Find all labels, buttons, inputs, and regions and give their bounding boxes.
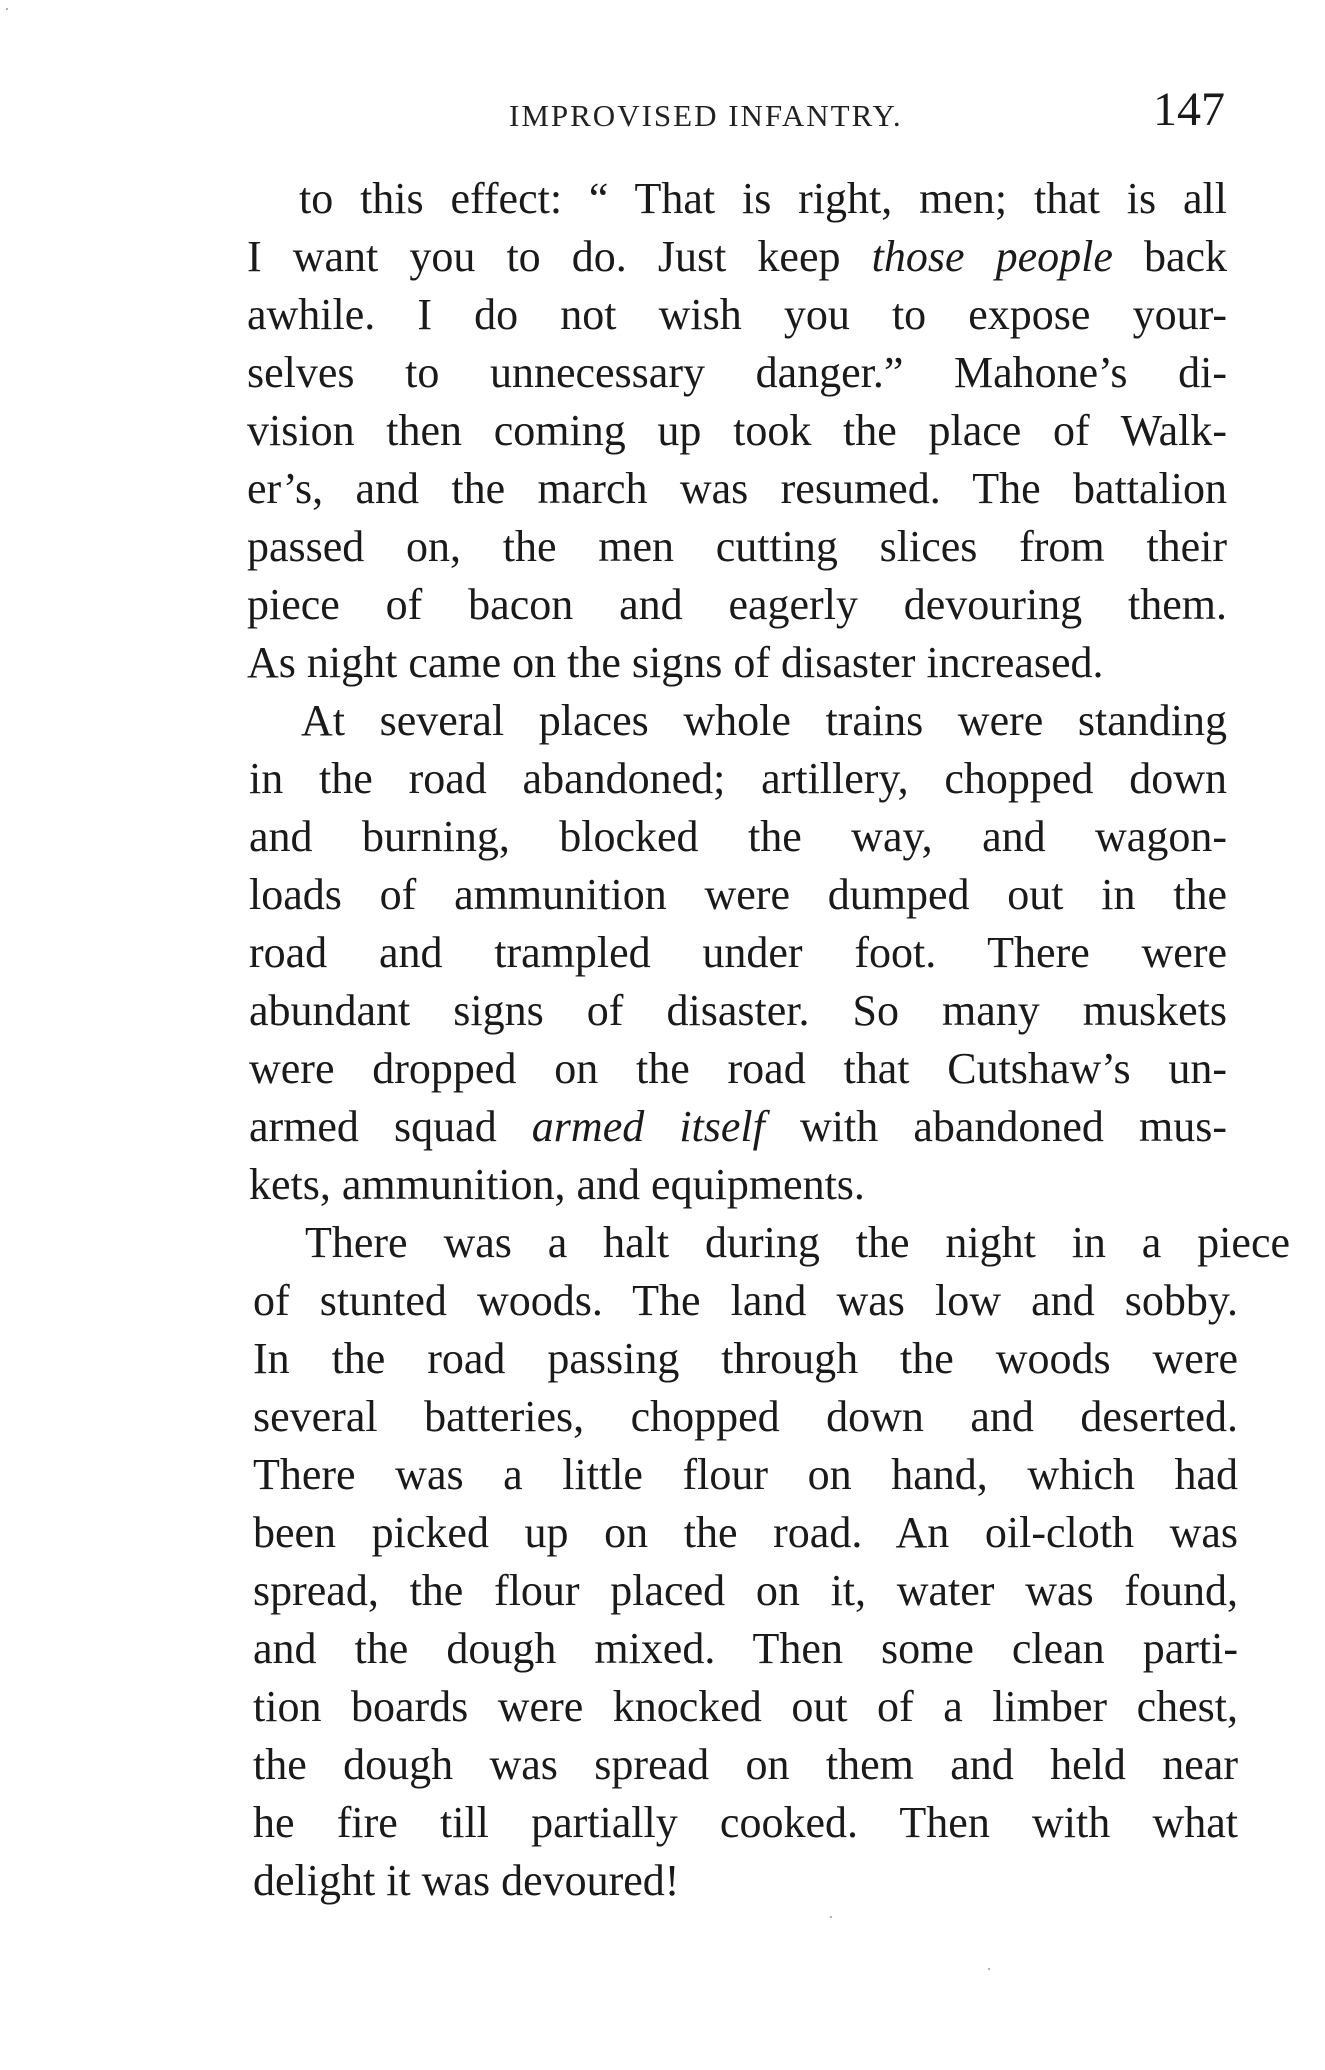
paragraph xyxy=(249,692,1227,1214)
text-segment: As night came on the signs of disaster increased. xyxy=(247,638,1104,687)
text-line xyxy=(247,518,1227,576)
text-line xyxy=(249,982,1227,1040)
text-segment: and the dough mixed. Then some clean parti- xyxy=(253,1624,1238,1673)
text-segment: road and trampled under foot. There were xyxy=(249,928,1227,977)
text-line xyxy=(253,1504,1238,1562)
scan-speck xyxy=(988,1968,990,1970)
text-line xyxy=(249,1156,1227,1214)
text-line xyxy=(249,866,1227,924)
text-segment: awhile. I do not wish you to expose your- xyxy=(247,290,1227,339)
text-line xyxy=(253,1272,1238,1330)
text-segment: delight it was devoured! xyxy=(253,1856,680,1905)
text-segment: tion boards were knocked out of a limber chest, xyxy=(253,1682,1238,1731)
text-line xyxy=(249,1098,1227,1156)
body-text xyxy=(247,170,1290,1910)
text-segment: There was a halt during the night in a piece xyxy=(305,1218,1290,1267)
text-line xyxy=(249,692,1227,750)
text-line xyxy=(247,402,1227,460)
scan-speck xyxy=(830,1916,832,1918)
text-segment: er’s, and the march was resumed. The battalion xyxy=(247,464,1227,513)
text-segment: in the road abandoned; artillery, chopped down xyxy=(249,754,1227,803)
text-line xyxy=(253,1678,1238,1736)
text-line xyxy=(249,750,1227,808)
text-line xyxy=(253,1620,1238,1678)
text-line xyxy=(253,1852,1238,1910)
text-segment: he fire till partially cooked. Then with what xyxy=(253,1798,1238,1847)
text-line xyxy=(253,1446,1238,1504)
paragraph xyxy=(253,1214,1290,1910)
paragraph xyxy=(247,170,1227,692)
text-segment: vision then coming up took the place of Walk- xyxy=(247,406,1227,455)
italic-text: armed itself xyxy=(531,1102,765,1151)
text-segment: and burning, blocked the way, and wagon- xyxy=(249,812,1227,861)
text-segment: armed squad xyxy=(249,1102,532,1151)
text-line xyxy=(247,634,1227,692)
text-line xyxy=(253,1214,1290,1272)
text-segment: I want you to do. Just keep xyxy=(247,232,872,281)
text-segment: piece of bacon and eagerly devouring them. xyxy=(247,580,1227,629)
text-segment: with abandoned mus- xyxy=(764,1102,1228,1151)
page-number: 147 xyxy=(1153,83,1225,136)
text-segment: selves to unnecessary danger.” Mahone’s di- xyxy=(247,348,1227,397)
text-line xyxy=(253,1388,1238,1446)
text-line xyxy=(249,924,1227,982)
text-line xyxy=(253,1562,1238,1620)
text-segment: back xyxy=(1112,232,1228,281)
text-line xyxy=(253,1736,1238,1794)
text-segment: loads of ammunition were dumped out in the xyxy=(249,870,1227,919)
text-line xyxy=(249,1040,1227,1098)
text-segment: been picked up on the road. An oil-cloth was xyxy=(253,1508,1238,1557)
text-line xyxy=(247,286,1227,344)
text-segment: kets, ammunition, and equipments. xyxy=(249,1160,865,1209)
text-line xyxy=(253,1330,1238,1388)
running-title: IMPROVISED INFANTRY. xyxy=(509,98,903,133)
text-line xyxy=(253,1794,1238,1852)
text-segment: to this effect: “ That is right, men; that is all xyxy=(299,174,1227,223)
text-segment: of stunted woods. The land was low and sobby. xyxy=(253,1276,1238,1325)
text-line xyxy=(249,808,1227,866)
text-segment: passed on, the men cutting slices from their xyxy=(247,522,1227,571)
text-segment: There was a little flour on hand, which had xyxy=(253,1450,1238,1499)
text-segment: At several places whole trains were standing xyxy=(301,696,1227,745)
text-segment: the dough was spread on them and held near xyxy=(253,1740,1238,1789)
text-line xyxy=(247,170,1227,228)
text-line xyxy=(247,576,1227,634)
text-line xyxy=(247,344,1227,402)
scan-speck xyxy=(6,8,8,10)
italic-text: those people xyxy=(871,232,1113,281)
text-segment: were dropped on the road that Cutshaw’s un- xyxy=(249,1044,1227,1093)
running-head xyxy=(245,82,1225,142)
text-segment: In the road passing through the woods were xyxy=(253,1334,1238,1383)
text-line xyxy=(247,228,1227,286)
text-segment: abundant signs of disaster. So many muskets xyxy=(249,986,1227,1035)
text-segment: several batteries, chopped down and deserted. xyxy=(253,1392,1238,1441)
text-line xyxy=(247,460,1227,518)
text-segment: spread, the flour placed on it, water was found, xyxy=(253,1566,1238,1615)
